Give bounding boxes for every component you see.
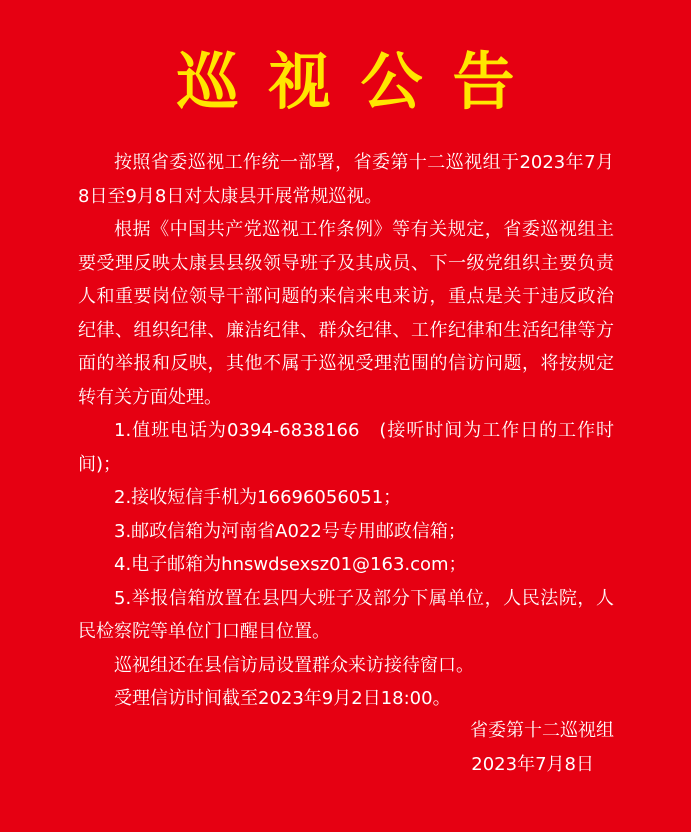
paragraph-deadline: 受理信访时间截至2023年9月2日18:00。: [114, 688, 451, 709]
item-report-box: 5.举报信箱放置在县四大班子及部分下属单位，人民法院，人民检察院等单位门口醒目位置。: [78, 587, 614, 642]
paragraph-reception-window: 巡视组还在县信访局设置群众来访接待窗口。: [114, 654, 474, 676]
paragraph-scope: 根据《中国共产党巡视工作条例》等有关规定，省委巡视组主要受理反映太康县县级领导班子及其成员、下一级党组织主要负责人和重要岗位领导干部问题的来信来电来访，重点是关于违反政治纪律、组织纪律、廉洁纪律、群众纪律、工作纪律和生活纪律等方面的举报和反映，其他不属于巡视受理范围的信访问题，将按规定转有关方面处理。: [78, 219, 614, 408]
signature-org: 省委第十二巡视组: [470, 720, 614, 741]
signature-date: 2023年7月8日: [471, 754, 594, 775]
notice-title: 巡视公告: [176, 45, 545, 118]
item-sms: 2.接收短信手机为16696056051；: [114, 487, 402, 508]
paragraph-intro: 按照省委巡视工作统一部署，省委第十二巡视组于2023年7月8日至9月8日对太康县开展常规巡视。: [78, 152, 614, 207]
item-email: 4.电子邮箱为hnswdsexsz01@163.com；: [114, 554, 467, 575]
item-postal-box: 3.邮政信箱为河南省A022号专用邮政信箱；: [114, 520, 466, 542]
notice-body: [78, 146, 614, 716]
item-phone: 1.值班电话为0394-6838166 (接听时间为工作日的工作时间)；: [78, 420, 614, 475]
